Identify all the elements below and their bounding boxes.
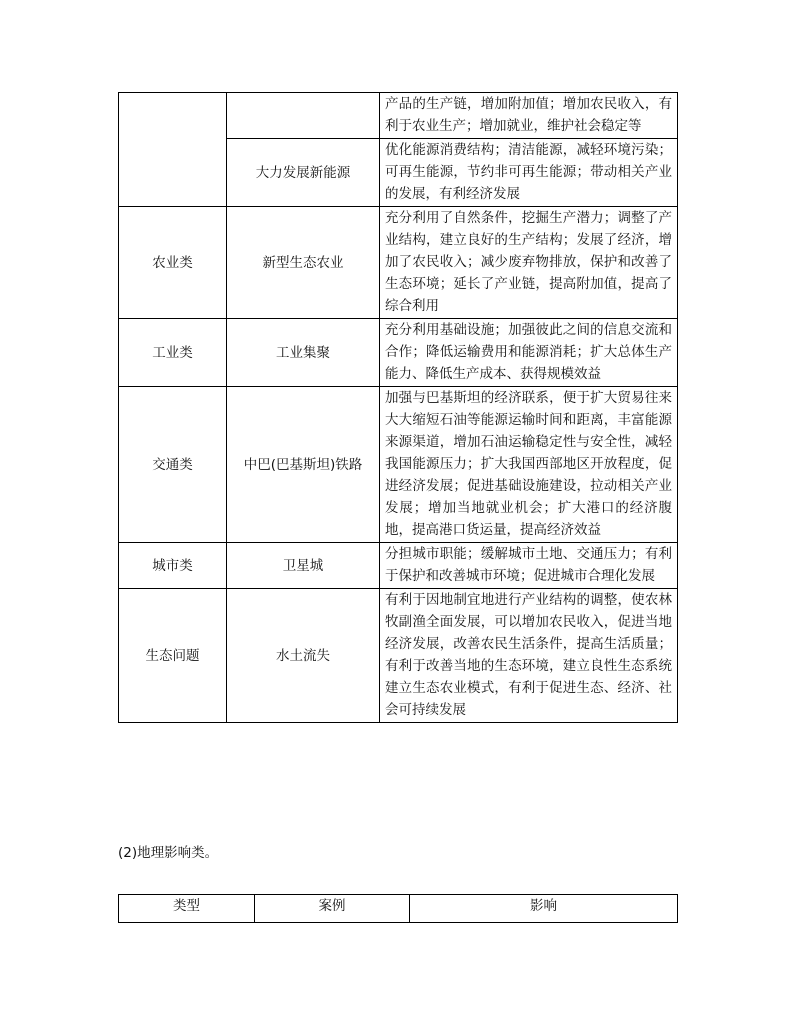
category-cell: 交通类 xyxy=(119,387,227,543)
case-cell: 工业集聚 xyxy=(227,319,380,387)
case-cell: 卫星城 xyxy=(227,543,380,589)
impact-cell: 加强与巴基斯坦的经济联系，便于扩大贸易往来大大缩短石油等能源运输时间和距离，丰富能源来源渠道，增加石油运输稳定性与安全性，减轻我国能源压力；扩大我国西部地区开放程度，促进经济发展；促进基础设施建设，拉动相关产业发展；增加当地就业机会；扩大港口的经济腹地，提高港口货运量，提高经济效益 xyxy=(380,387,678,543)
table-row xyxy=(119,589,678,723)
impact-cell: 充分利用基础设施；加强彼此之间的信息交流和合作；降低运输费用和能源消耗；扩大总体生产能力、降低生产成本、获得规模效益 xyxy=(380,319,678,387)
impact-cell: 优化能源消费结构；清洁能源，减轻环境污染；可再生能源，节约非可再生能源；带动相关产业的发展，有利经济发展 xyxy=(380,139,678,207)
category-cell: 生态问题 xyxy=(119,589,227,723)
case-cell: 大力发展新能源 xyxy=(227,139,380,207)
impact-table xyxy=(118,92,678,723)
category-cell: 农业类 xyxy=(119,207,227,319)
header-type: 类型 xyxy=(119,895,255,923)
case-cell xyxy=(227,93,380,139)
table-header-row xyxy=(119,895,678,923)
section-heading: (2)地理影响类。 xyxy=(118,845,219,861)
category-cell xyxy=(119,93,227,207)
case-cell: 水土流失 xyxy=(227,589,380,723)
case-cell: 新型生态农业 xyxy=(227,207,380,319)
case-cell: 中巴(巴基斯坦)铁路 xyxy=(227,387,380,543)
impact-cell: 产品的生产链，增加附加值；增加农民收入，有利于农业生产；增加就业，维护社会稳定等 xyxy=(380,93,678,139)
table-row xyxy=(119,543,678,589)
impact-cell: 充分利用了自然条件，挖掘生产潜力；调整了产业结构，建立良好的生产结构；发展了经济，增加了农民收入；减少废弃物排放，保护和改善了生态环境；延长了产业链，提高附加值，提高了综合利用 xyxy=(380,207,678,319)
table-row xyxy=(119,387,678,543)
table-row xyxy=(119,93,678,139)
header-table xyxy=(118,894,678,923)
header-case: 案例 xyxy=(255,895,410,923)
header-impact: 影响 xyxy=(410,895,678,923)
impact-cell: 分担城市职能；缓解城市土地、交通压力；有利于保护和改善城市环境；促进城市合理化发展 xyxy=(380,543,678,589)
category-cell: 工业类 xyxy=(119,319,227,387)
category-cell: 城市类 xyxy=(119,543,227,589)
impact-cell: 有利于因地制宜地进行产业结构的调整，使农林牧副渔全面发展，可以增加农民收入，促进当地经济发展，改善农民生活条件，提高生活质量；有利于改善当地的生态环境，建立良性生态系统建立生态农业模式，有利于促进生态、经济、社会可持续发展 xyxy=(380,589,678,723)
table-row xyxy=(119,207,678,319)
table-row xyxy=(119,319,678,387)
